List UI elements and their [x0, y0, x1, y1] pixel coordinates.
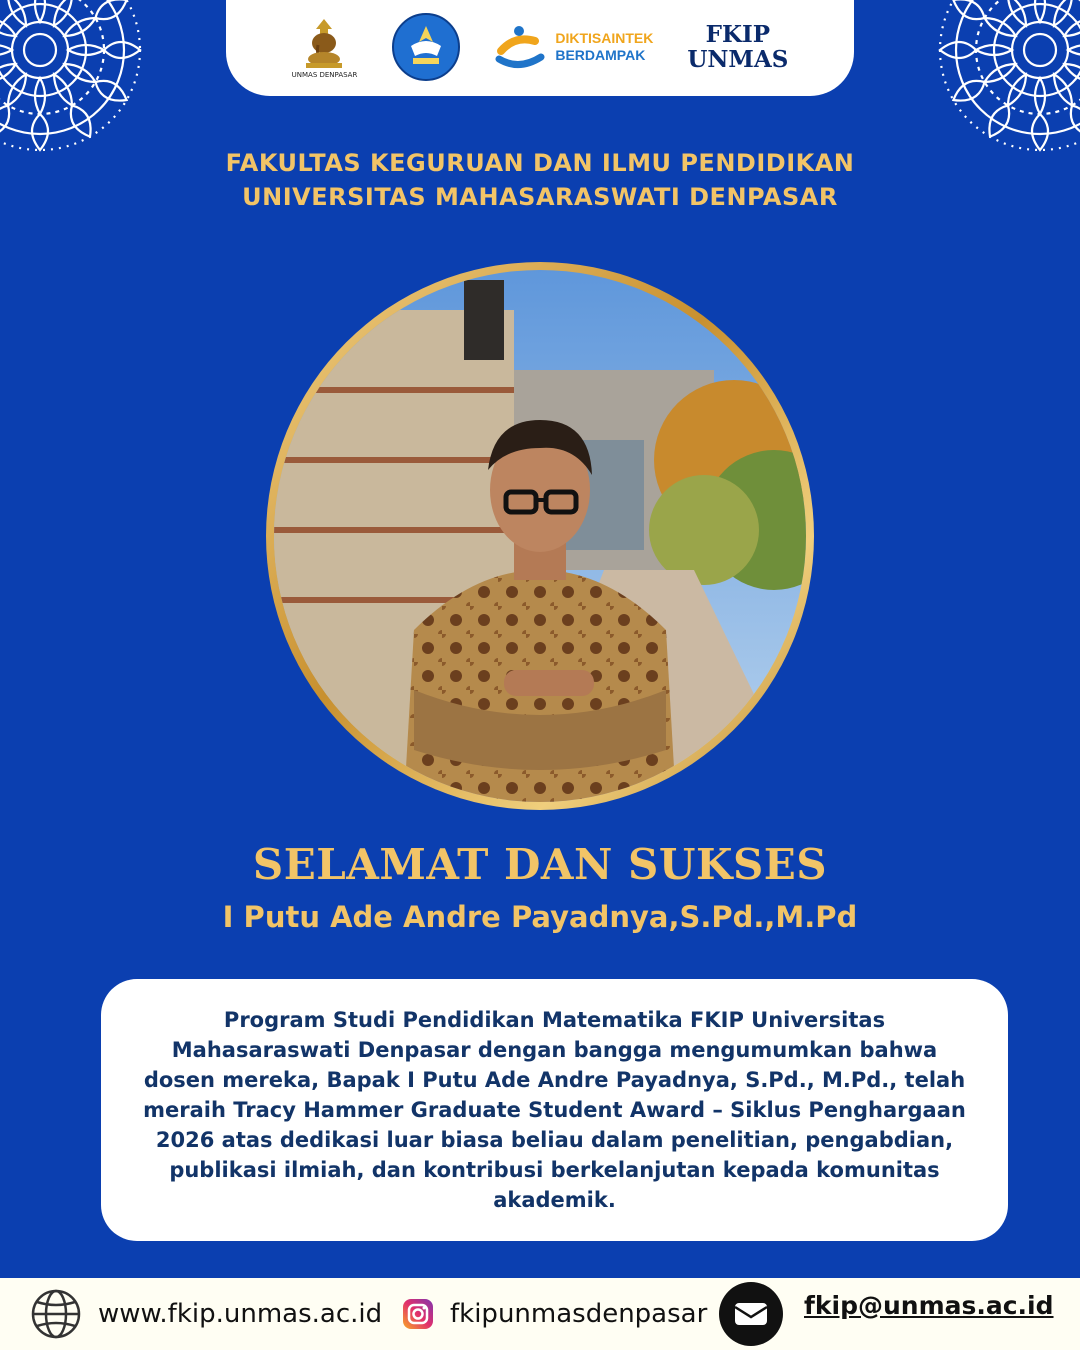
unmas-logo: [292, 15, 358, 79]
mail-icon: [718, 1281, 784, 1347]
faculty-line1: FAKULTAS KEGURUAN DAN ILMU PENDIDIKAN: [225, 149, 855, 177]
logo-bar: [226, 0, 854, 96]
mandala-ornament-right: [930, 0, 1080, 160]
website-contact[interactable]: [30, 1278, 382, 1350]
portrait-frame: [266, 262, 814, 810]
fkip-unmas-logo: [687, 22, 788, 72]
instagram-contact[interactable]: [402, 1278, 707, 1350]
awardee-name: I Putu Ade Andre Payadnya,S.Pd.,M.Pd: [222, 900, 858, 934]
globe-icon: [30, 1288, 82, 1340]
website-link[interactable]: www.fkip.unmas.ac.id: [98, 1299, 383, 1329]
faculty-heading: [0, 146, 1080, 214]
unmas-caption: UNMAS DENPASAR: [291, 71, 358, 79]
email-link[interactable]: fkip@unmas.ac.id: [804, 1290, 1054, 1320]
congratulations-title: SELAMAT DAN SUKSES: [252, 840, 828, 889]
contact-footer: [0, 1278, 1080, 1350]
tut-wuri-handayani-logo: [391, 12, 461, 82]
faculty-line2: UNIVERSITAS MAHASARASWATI DENPASAR: [242, 183, 838, 211]
portrait-photo: [274, 270, 806, 802]
diktisaintek-logo: [495, 21, 653, 73]
tut-wuri-emblem-icon: [391, 12, 461, 82]
fkip-line2: UNMAS: [687, 46, 789, 73]
instagram-icon: [402, 1298, 434, 1330]
fkip-line1: FKIP: [705, 21, 771, 48]
instagram-handle[interactable]: fkipunmasdenpasar: [450, 1299, 708, 1329]
email-contact[interactable]: [718, 1278, 1054, 1350]
announcement-body: Program Studi Pendidikan Matematika FKIP Universitas Mahasaraswati Denpasar dengan bangga mengumumkan bahwa dosen mereka, Bapak I Putu Ade Andre Payadnya, S.Pd., M.Pd., telah meraih Tracy Hammer Graduate Student Award – Siklus Penghargaan 2026 atas dedikasi luar biasa beliau dalam penelitian, pengabdian, publikasi ilmiah, dan kontribusi berkelanjutan kepada komunitas akademik.: [143, 1008, 966, 1212]
diktisaintek-mark-icon: [495, 21, 547, 73]
portrait-illustration: [274, 270, 806, 802]
dikti-text-line1: DIKTISAINTEK: [555, 30, 654, 46]
ganesha-emblem-icon: [298, 15, 350, 69]
announcement-card: [101, 979, 1008, 1241]
mandala-ornament-left: [0, 0, 150, 160]
dikti-text-line2: BERDAMPAK: [555, 47, 646, 63]
